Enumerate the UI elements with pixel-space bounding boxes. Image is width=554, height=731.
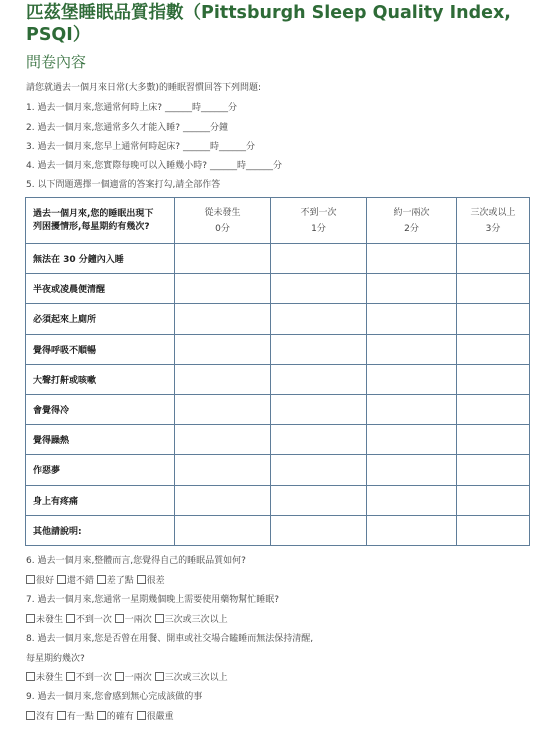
checkbox[interactable] bbox=[26, 575, 35, 584]
checkbox[interactable] bbox=[97, 711, 106, 720]
question-5: 5. 以下問題選擇一個適當的答案打勾,請全部作答 bbox=[26, 180, 221, 190]
question-6: 6. 過去一個月來,整體而言,您覺得自己的睡眠品質如何? bbox=[26, 556, 246, 566]
answer-cell[interactable] bbox=[175, 394, 271, 424]
answer-cell[interactable] bbox=[457, 274, 530, 304]
option-label: 很嚴重 bbox=[146, 712, 174, 722]
answer-cell[interactable] bbox=[367, 334, 457, 364]
table-row bbox=[26, 485, 530, 515]
question-9: 9. 過去一個月來,您會感到無心完成該做的事 bbox=[26, 692, 203, 702]
checkbox[interactable] bbox=[66, 672, 75, 681]
answer-cell[interactable] bbox=[457, 394, 530, 424]
option-label: 還不錯 bbox=[66, 576, 94, 586]
answer-cell[interactable] bbox=[175, 425, 271, 455]
table-row bbox=[26, 304, 530, 334]
table-row bbox=[26, 515, 530, 545]
answer-cell[interactable] bbox=[457, 515, 530, 545]
answer-cell[interactable] bbox=[175, 364, 271, 394]
question-7-options bbox=[26, 612, 228, 625]
row-label: 必須起來上廁所 bbox=[26, 304, 175, 334]
answer-cell[interactable] bbox=[271, 425, 367, 455]
option-label: 差了點 bbox=[106, 576, 134, 586]
row-label: 會覺得冷 bbox=[26, 394, 175, 424]
table-header-row bbox=[26, 198, 530, 244]
answer-cell[interactable] bbox=[271, 334, 367, 364]
answer-cell[interactable] bbox=[367, 394, 457, 424]
checkbox[interactable] bbox=[115, 672, 124, 681]
answer-cell[interactable] bbox=[457, 304, 530, 334]
option-label: 不到一次 bbox=[75, 615, 112, 625]
answer-cell[interactable] bbox=[271, 244, 367, 274]
checkbox[interactable] bbox=[26, 672, 35, 681]
answer-cell[interactable] bbox=[271, 485, 367, 515]
answer-cell[interactable] bbox=[457, 425, 530, 455]
frequency-table bbox=[25, 197, 530, 546]
row-label: 覺得呼吸不順暢 bbox=[26, 334, 175, 364]
table-row bbox=[26, 364, 530, 394]
checkbox[interactable] bbox=[26, 614, 35, 623]
column-score: 0分 bbox=[215, 223, 230, 234]
header-line-2: 列困擾情形,每星期約有幾次? bbox=[33, 221, 150, 232]
answer-cell[interactable] bbox=[271, 394, 367, 424]
column-label: 不到一次 bbox=[300, 207, 337, 218]
answer-cell[interactable] bbox=[367, 274, 457, 304]
page-title: 匹茲堡睡眠品質指數（Pittsburgh Sleep Quality Index, PSQI） bbox=[26, 3, 511, 45]
question-8: 8. 過去一個月來,您是否曾在用餐、開車或社交場合瞌睡而無法保持清醒, bbox=[26, 634, 314, 644]
checkbox[interactable] bbox=[57, 575, 66, 584]
table-header-question bbox=[26, 198, 175, 244]
option-label: 三次或三次以上 bbox=[164, 673, 228, 683]
checkbox[interactable] bbox=[155, 672, 164, 681]
column-score: 2分 bbox=[404, 223, 419, 234]
checkbox[interactable] bbox=[155, 614, 164, 623]
answer-cell[interactable] bbox=[367, 244, 457, 274]
column-label: 三次或以上 bbox=[470, 207, 516, 218]
option-label: 有一點 bbox=[66, 712, 94, 722]
option-label: 未發生 bbox=[36, 673, 64, 683]
table-row bbox=[26, 244, 530, 274]
answer-cell[interactable] bbox=[175, 455, 271, 485]
header-line-1: 過去一個月來,您的睡眠出現下 bbox=[33, 208, 154, 219]
answer-cell[interactable] bbox=[457, 364, 530, 394]
option-label: 很好 bbox=[36, 576, 55, 586]
answer-cell[interactable] bbox=[271, 515, 367, 545]
answer-cell[interactable] bbox=[175, 515, 271, 545]
row-label: 其他請說明: bbox=[26, 515, 175, 545]
section-subtitle: 問卷內容 bbox=[26, 53, 87, 71]
question-2: 2. 過去一個月來,您通常多久才能入睡? ______分鐘 bbox=[26, 123, 228, 133]
answer-cell[interactable] bbox=[367, 515, 457, 545]
checkbox[interactable] bbox=[97, 575, 106, 584]
column-header bbox=[367, 198, 457, 244]
column-score: 1分 bbox=[311, 223, 326, 234]
column-label: 約一兩次 bbox=[393, 207, 430, 218]
answer-cell[interactable] bbox=[457, 485, 530, 515]
question-9-options bbox=[26, 709, 174, 722]
column-header bbox=[457, 198, 530, 244]
answer-cell[interactable] bbox=[271, 364, 367, 394]
table-row bbox=[26, 455, 530, 485]
table-row bbox=[26, 274, 530, 304]
question-6-options bbox=[26, 573, 165, 586]
answer-cell[interactable] bbox=[367, 485, 457, 515]
answer-cell[interactable] bbox=[175, 244, 271, 274]
answer-cell[interactable] bbox=[175, 304, 271, 334]
answer-cell[interactable] bbox=[175, 485, 271, 515]
question-1: 1. 過去一個月來,您通常何時上床? ______時______分 bbox=[26, 103, 237, 113]
option-label: 很差 bbox=[146, 576, 165, 586]
row-label: 半夜或凌晨便清醒 bbox=[26, 274, 175, 304]
table-row bbox=[26, 334, 530, 364]
checkbox[interactable] bbox=[137, 575, 146, 584]
row-label: 身上有疼痛 bbox=[26, 485, 175, 515]
answer-cell[interactable] bbox=[367, 364, 457, 394]
row-label: 無法在 30 分鐘內入睡 bbox=[26, 244, 175, 274]
column-score: 3分 bbox=[485, 223, 501, 234]
option-label: 未發生 bbox=[36, 615, 64, 625]
answer-cell[interactable] bbox=[175, 334, 271, 364]
checkbox[interactable] bbox=[137, 711, 146, 720]
table-row bbox=[26, 394, 530, 424]
answer-cell[interactable] bbox=[175, 274, 271, 304]
answer-cell[interactable] bbox=[367, 304, 457, 334]
option-label: 一兩次 bbox=[124, 673, 152, 683]
question-7: 7. 過去一個月來,您通常一星期幾個晚上需要使用藥物幫忙睡眠? bbox=[26, 595, 280, 605]
option-label: 不到一次 bbox=[75, 673, 112, 683]
column-header bbox=[175, 198, 271, 244]
option-label: 的確有 bbox=[106, 712, 134, 722]
option-label: 沒有 bbox=[36, 712, 55, 722]
question-4: 4. 過去一個月來,您實際每晚可以入睡幾小時? ______時______分 bbox=[26, 161, 282, 171]
intro-text: 請您就過去一個月來日常(大多數)的睡眠習慣回答下列問題: bbox=[26, 83, 262, 93]
question-8-continued: 每星期約幾次? bbox=[26, 654, 85, 664]
row-label: 大聲打鼾或咳嗽 bbox=[26, 364, 175, 394]
column-label: 從未發生 bbox=[204, 207, 241, 218]
checkbox[interactable] bbox=[26, 711, 35, 720]
answer-cell[interactable] bbox=[271, 274, 367, 304]
question-8-options bbox=[26, 670, 228, 683]
answer-cell[interactable] bbox=[271, 304, 367, 334]
checkbox[interactable] bbox=[115, 614, 124, 623]
column-header bbox=[271, 198, 367, 244]
question-3: 3. 過去一個月來,您早上通常何時起床? ______時______分 bbox=[26, 142, 255, 152]
table-row bbox=[26, 425, 530, 455]
answer-cell[interactable] bbox=[271, 455, 367, 485]
answer-cell[interactable] bbox=[457, 334, 530, 364]
answer-cell[interactable] bbox=[367, 425, 457, 455]
option-label: 三次或三次以上 bbox=[164, 615, 228, 625]
row-label: 作惡夢 bbox=[26, 455, 175, 485]
option-label: 一兩次 bbox=[124, 615, 152, 625]
checkbox[interactable] bbox=[57, 711, 66, 720]
checkbox[interactable] bbox=[66, 614, 75, 623]
answer-cell[interactable] bbox=[367, 455, 457, 485]
answer-cell[interactable] bbox=[457, 244, 530, 274]
row-label: 覺得躁熱 bbox=[26, 425, 175, 455]
answer-cell[interactable] bbox=[457, 455, 530, 485]
